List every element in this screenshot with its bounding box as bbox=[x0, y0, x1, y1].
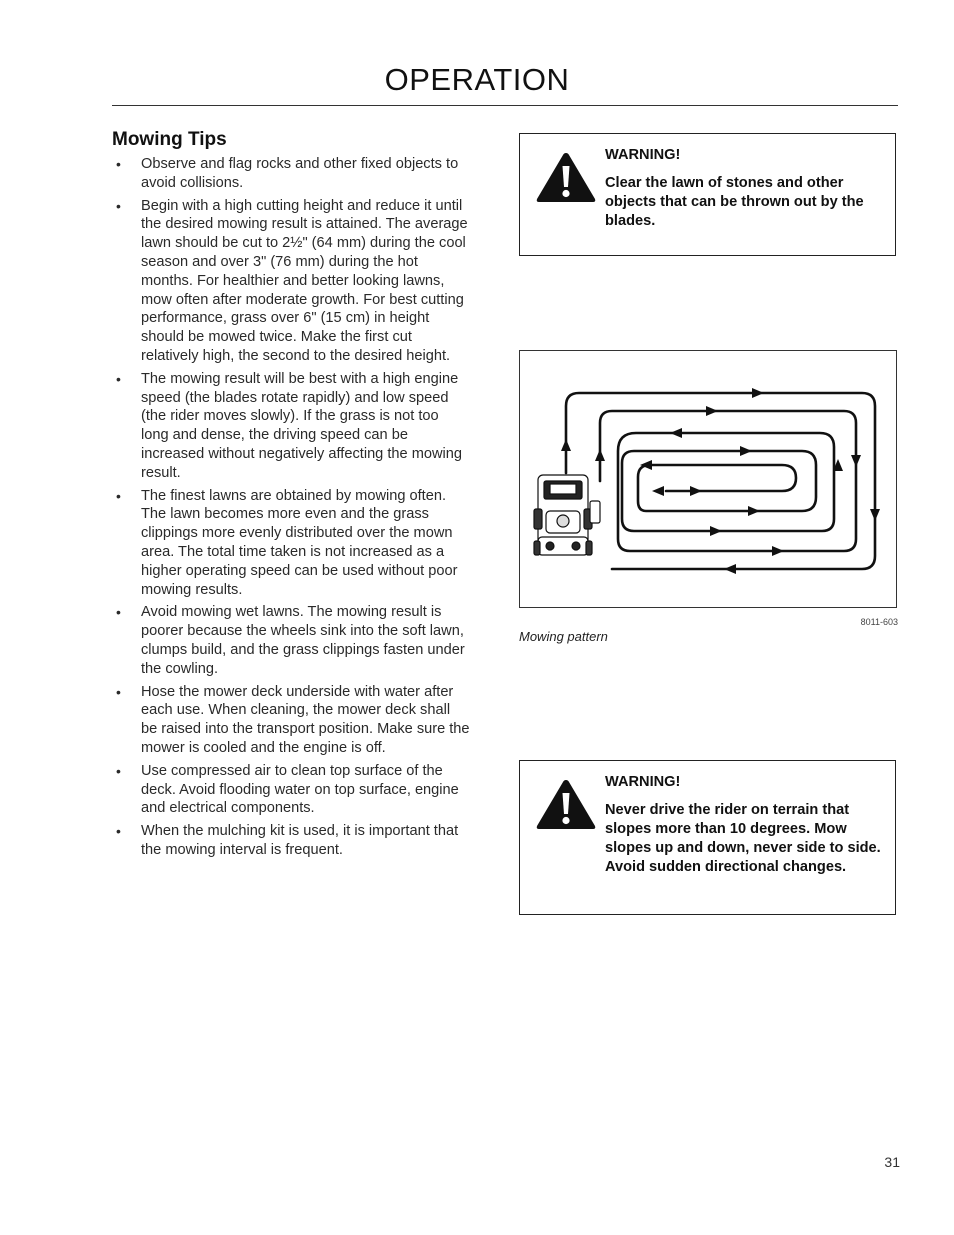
warning-body: Never drive the rider on terrain that slopes more than 10 degrees. Mow slopes up and down, never side to side. Avoid sudden directional changes. bbox=[605, 802, 881, 875]
bullet-icon: • bbox=[116, 370, 121, 387]
warning-box-slopes bbox=[519, 760, 896, 915]
figure-code: 8011-603 bbox=[860, 617, 898, 627]
direction-arrows bbox=[561, 388, 880, 574]
bullet-icon: • bbox=[116, 156, 121, 172]
list-item-text: Use compressed air to clean top surface of the deck. Avoid flooding water on top surface, engine and electrical components. bbox=[141, 762, 459, 817]
list-item bbox=[112, 603, 470, 678]
bullet-icon: • bbox=[116, 604, 121, 621]
mowing-pattern-illustration bbox=[520, 351, 898, 609]
list-item-text: The mowing result will be best with a high engine speed (the blades rotate rapidly) and low speed (the rider moves slowly). If the grass is not too long and dense, the driving speed can be increased without negatively affecting the mowing result. bbox=[141, 370, 462, 481]
warning-box-stones bbox=[519, 133, 896, 256]
warning-heading: WARNING! bbox=[605, 774, 681, 790]
list-item bbox=[112, 197, 470, 366]
list-item bbox=[112, 822, 470, 860]
list-item bbox=[112, 762, 470, 818]
header-divider bbox=[112, 105, 898, 106]
list-item bbox=[112, 370, 470, 483]
page-header-title: OPERATION bbox=[384, 62, 570, 97]
mowing-tips-list bbox=[112, 155, 470, 864]
list-item-text: Observe and flag rocks and other fixed objects to avoid collisions. bbox=[141, 156, 459, 191]
bullet-icon: • bbox=[116, 762, 121, 779]
list-item-text: Hose the mower deck underside with water after each use. When cleaning, the mower deck shall be raised into the transport position. Make sure the mower is cooled and the engine is off. bbox=[141, 683, 470, 756]
section-title: Mowing Tips bbox=[112, 129, 227, 150]
bullet-icon: • bbox=[116, 197, 121, 214]
figure-caption: Mowing pattern bbox=[519, 629, 608, 644]
mowing-pattern-figure bbox=[519, 350, 897, 608]
warning-body: Clear the lawn of stones and other objects that can be thrown out by the blades. bbox=[605, 175, 864, 229]
list-item bbox=[112, 155, 470, 193]
warning-triangle-icon bbox=[535, 777, 597, 831]
list-item bbox=[112, 487, 470, 600]
list-item-text: The finest lawns are obtained by mowing often. The lawn becomes more even and the grass clippings more evenly distributed over the mown area. The total time taken is not increased as a higher operating speed can be used without poor mowing results. bbox=[141, 487, 458, 598]
list-item-text: When the mulching kit is used, it is important that the mowing interval is frequent. bbox=[141, 823, 459, 858]
list-item-text: Begin with a high cutting height and reduce it until the desired mowing result is attained. The average lawn should be cut to 2½" (64 mm) during the cool season and over 3" (76 mm) during the hot months. For healthier and better looking lawns, mow often after moderate growth. For best cutting performance, grass over 6" (15 cm) in height should be mowed twice. Make the first cut relatively high, the second to the desired height. bbox=[141, 197, 468, 364]
page-number: 31 bbox=[884, 1154, 900, 1170]
list-item-text: Avoid mowing wet lawns. The mowing result is poorer because the wheels sink into the soft lawn, clumps build, and the grass clippings fasten under the cowling. bbox=[141, 604, 465, 677]
rider-mower-icon bbox=[534, 475, 600, 555]
list-item bbox=[112, 683, 470, 758]
bullet-icon: • bbox=[116, 683, 121, 700]
warning-heading: WARNING! bbox=[605, 147, 681, 163]
bullet-icon: • bbox=[116, 823, 121, 840]
warning-triangle-icon bbox=[535, 150, 597, 204]
bullet-icon: • bbox=[116, 487, 121, 504]
